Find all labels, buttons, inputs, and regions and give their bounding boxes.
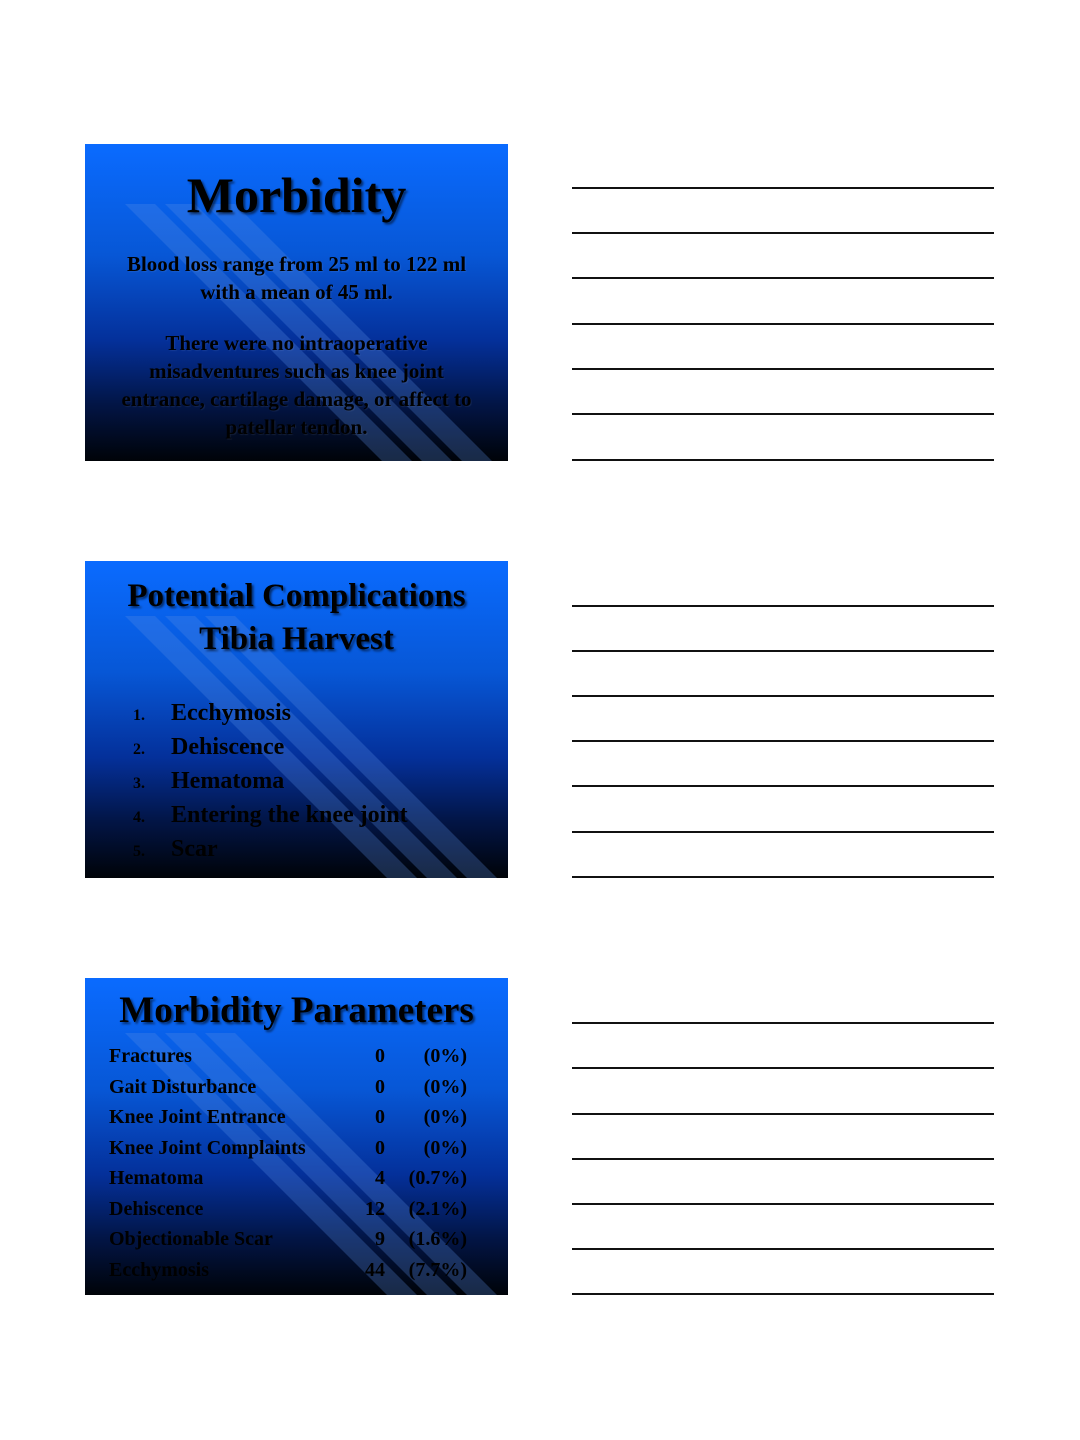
note-line — [572, 695, 994, 697]
note-line — [572, 605, 994, 607]
param-name: Objectionable Scar — [109, 1228, 273, 1250]
slide-morbidity-parameters — [85, 978, 508, 1295]
slide-morbidity — [85, 144, 508, 461]
param-count: 0 — [375, 1106, 385, 1128]
note-line — [572, 831, 994, 833]
title-line-1: Potential Complications — [127, 578, 466, 614]
note-line — [572, 1158, 994, 1160]
list-number: 4. — [133, 809, 145, 826]
table-row — [109, 1041, 469, 1072]
param-count: 12 — [365, 1197, 385, 1220]
param-name: Knee Joint Entrance — [109, 1106, 286, 1128]
note-line — [572, 413, 994, 415]
slide-title: Morbidity Parameters — [119, 990, 474, 1031]
param-count: 0 — [375, 1075, 385, 1098]
list-item — [133, 764, 408, 798]
param-percent: (0%) — [423, 1136, 467, 1159]
param-name: Fractures — [109, 1045, 192, 1067]
note-line — [572, 277, 994, 279]
param-count: 9 — [375, 1228, 385, 1250]
table-row — [109, 1224, 469, 1255]
note-line — [572, 232, 994, 234]
table-row — [109, 1255, 469, 1286]
note-line — [572, 187, 994, 189]
note-line — [572, 1067, 994, 1069]
list-number: 2. — [133, 741, 145, 758]
param-percent: (0%) — [423, 1106, 467, 1128]
table-row — [109, 1194, 469, 1225]
note-line — [572, 368, 994, 370]
list-label: Dehiscence — [171, 734, 285, 760]
misadventures-text: There were no intraoperative misadventures such as knee joint entrance, cartilage damage, or affect to patellar tendon. — [121, 331, 472, 439]
note-line — [572, 323, 994, 325]
param-name: Ecchymosis — [109, 1258, 209, 1281]
slide-potential-complications — [85, 561, 508, 878]
note-line — [572, 876, 994, 878]
note-line — [572, 1248, 994, 1250]
list-number: 3. — [133, 775, 145, 792]
list-label: Hematoma — [171, 768, 285, 794]
note-line — [572, 459, 994, 461]
param-percent: (1.6%) — [408, 1228, 467, 1250]
slide-title: Morbidity — [186, 167, 407, 223]
param-count: 4 — [375, 1167, 385, 1189]
note-line — [572, 785, 994, 787]
table-row — [109, 1133, 469, 1164]
param-name: Knee Joint Complaints — [109, 1136, 306, 1159]
table-row — [109, 1102, 469, 1133]
blood-loss-text: Blood loss range from 25 ml to 122 ml with a mean of 45 ml. — [126, 252, 467, 304]
complications-list — [133, 696, 408, 866]
param-count: 0 — [375, 1045, 385, 1067]
list-label: Entering the knee joint — [171, 802, 408, 828]
list-label: Ecchymosis — [171, 700, 291, 726]
param-count: 44 — [365, 1258, 385, 1281]
note-line — [572, 1022, 994, 1024]
param-percent: (0%) — [423, 1075, 467, 1098]
list-item — [133, 696, 408, 730]
list-item — [133, 730, 408, 764]
param-name: Hematoma — [109, 1167, 204, 1189]
param-percent: (0%) — [423, 1045, 467, 1067]
title-line-2: Tibia Harvest — [199, 621, 394, 657]
list-number: 5. — [133, 843, 145, 860]
table-row — [109, 1163, 469, 1194]
list-number: 1. — [133, 707, 145, 724]
list-label: Scar — [171, 836, 218, 862]
note-line — [572, 1113, 994, 1115]
param-percent: (7.7%) — [408, 1258, 467, 1281]
note-line — [572, 1203, 994, 1205]
param-percent: (2.1%) — [408, 1197, 467, 1220]
table-row — [109, 1072, 469, 1103]
note-line — [572, 740, 994, 742]
list-item — [133, 832, 408, 866]
note-line — [572, 1293, 994, 1295]
param-name: Gait Disturbance — [109, 1075, 257, 1098]
slide-title — [85, 575, 508, 661]
param-count: 0 — [375, 1136, 385, 1159]
param-name: Dehiscence — [109, 1197, 204, 1220]
note-line — [572, 650, 994, 652]
list-item — [133, 798, 408, 832]
parameters-table — [109, 1041, 469, 1285]
param-percent: (0.7%) — [408, 1167, 467, 1189]
